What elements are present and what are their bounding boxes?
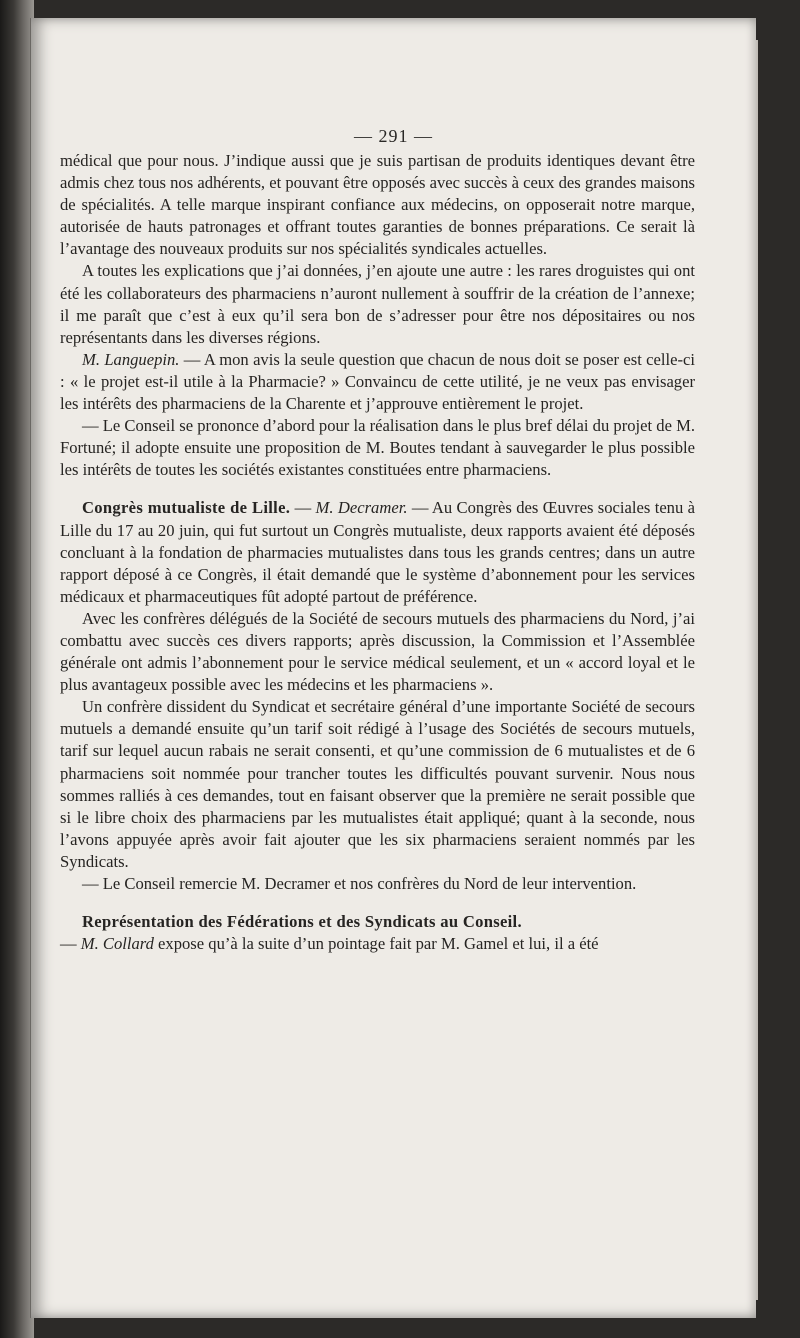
- paragraph-text: expose qu’à la suite d’un pointage fait par M. Gamel et lui, il a été: [153, 934, 599, 954]
- book-spine: [0, 0, 34, 1338]
- paragraph: médical que pour nous. J’indique aussi que je suis partisan de produits identiques devant être admis chez tous nos adhérents, et pouvant être opposés avec succès à ceux des grandes maisons de spécialités. A telle marque inspirant confiance aux médecins, on opposerait notre marque, autorisée de hauts patronages et offrant toutes garanties de bonnes préparations. Ce serait là l’avantage des nouveaux produits sur nos spécialités syndicales actuelles.: [60, 151, 695, 259]
- section-gap: [60, 895, 695, 911]
- section-gap: [60, 481, 695, 497]
- paragraph: Avec les confrères délégués de la Société de secours mutuels des pharmaciens du Nord, j’ai combattu avec succès ces divers rapports; après discussion, la Commission et l’Assemblée générale ont admis l’abonnement pour le service médical seulement, et un « accord loyal et le plus avantageux possible avec les médecins et les pharmaciens ».: [60, 608, 695, 695]
- speaker-name: M. Collard: [80, 934, 154, 954]
- paragraph: A toutes les explications que j’ai données, j’en ajoute une autre : les rares droguistes qui ont été les collaborateurs des pharmaciens n’auront nullement à souffrir de la création de l’annexe; il me paraît que c’est à eux qu’il sera bon de s’adresser pour être nos dépositaires ou nos représentants dans les diverses régions.: [60, 261, 695, 347]
- section-heading: Représentation des Fédérations et des Syndicats au Conseil.: [82, 912, 522, 932]
- section-heading: Congrès mutualiste de Lille.: [82, 498, 291, 518]
- paragraph: — Le Conseil remercie M. Decramer et nos confrères du Nord de leur intervention.: [82, 874, 637, 893]
- paragraph-text: — A mon avis la seule question que chacun de nous doit se poser est celle-ci : « le projet est-il utile à la Pharmacie? » Convaincu de cette utilité, je ne veux pas envisager les intérêts des pharmaciens de la Charente et j’approuve entièrement le projet.: [60, 349, 695, 414]
- separator: —: [290, 498, 316, 518]
- separator: —: [60, 934, 81, 954]
- page-text: [60, 150, 695, 955]
- paragraph: [60, 911, 695, 955]
- paragraph: [60, 349, 695, 415]
- paragraph: — Le Conseil se prononce d’abord pour la réalisation dans le plus bref délai du projet de M. Fortuné; il adopte ensuite une proposition de M. Boutes tendant à sauvegarder le plus possible les intérêts de toutes les sociétés existantes constituées entre pharmaciens.: [60, 416, 695, 480]
- page-number: — 291 —: [354, 126, 433, 146]
- paragraph: Un confrère dissident du Syndicat et secrétaire général d’une importante Société de secours mutuels a demandé ensuite qu’un tarif soit rédigé à l’usage des Sociétés de secours mutuels, tarif sur lequel aucun rabais ne serait consenti, et qu’une commission de 6 mutualistes et de 6 pharmaciens soit nommée pour trancher toutes les difficultés pouvant survenir. Nous nous sommes ralliés à ces demandes, tout en faisant observer que la première ne serait possible que si le libre choix des pharmaciens par les mutualistes était appliqué; quant à la seconde, nous l’avons appuyée après avoir fait ajouter que les six pharmaciens seraient nommés par les Syndicats.: [60, 697, 695, 871]
- paragraph-text: — Au Congrès des Œuvres sociales tenu à Lille du 17 au 20 juin, qui fut surtout un Congrès mutualiste, deux rapports avaient été déposés concluant à la fondation de pharmacies mutualistes dans tous les grands centres; dans un autre rapport déposé à ce Congrès, il était demandé que le système d’abonnement pour les services médicaux et pharmaceutiques fût adopté partout de préférence.: [60, 498, 696, 606]
- speaker-name: M. Decramer.: [315, 498, 408, 518]
- speaker-name: M. Languepin.: [82, 349, 180, 369]
- paragraph: [60, 497, 695, 607]
